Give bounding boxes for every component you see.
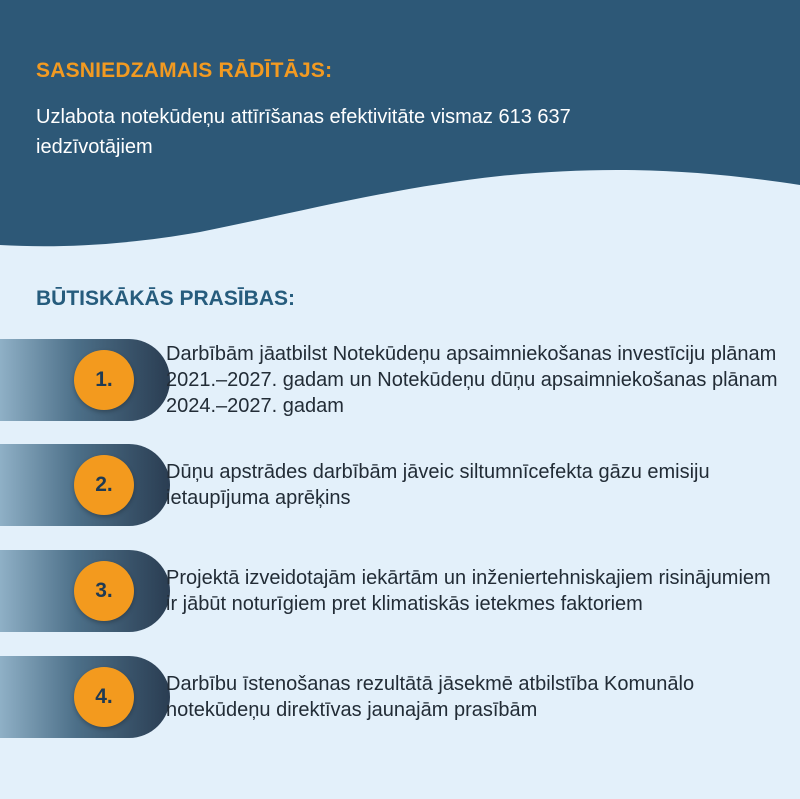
requirement-number-badge: 1. — [74, 350, 134, 410]
requirement-number-badge: 4. — [74, 667, 134, 727]
requirement-text: Darbībām jāatbilst Notekūdeņu apsaimniekošanas investīciju plānam 2021.–2027. gadam un Notekūdeņu dūņu apsaimniekošanas plānam 2024.–2027. gadam — [166, 343, 778, 417]
requirement-text: Dūņu apstrādes darbībām jāveic siltumnīcefekta gāzu emisiju ietaupījuma aprēķins — [166, 461, 710, 509]
requirements-title: BŪTISKĀKĀS PRASĪBAS: — [36, 287, 296, 310]
indicator-text: Uzlabota notekūdeņu attīrīšanas efektivitāte vismaz 613 637 iedzīvotājiem — [36, 106, 571, 158]
requirement-item-4 — [0, 656, 800, 738]
requirement-text: Darbību īstenošanas rezultātā jāsekmē atbilstība Komunālo notekūdeņu direktīvas jaunajām prasībām — [166, 673, 695, 721]
requirement-item-2 — [0, 444, 800, 526]
requirement-number-badge: 2. — [74, 455, 134, 515]
requirement-text: Projektā izveidotajām iekārtām un inženiertehniskajiem risinājumiem ir jābūt noturīgiem pret klimatiskās ietekmes faktoriem — [166, 567, 771, 615]
indicator-title: SASNIEDZAMAIS RĀDĪTĀJS: — [36, 59, 333, 82]
requirement-item-1 — [0, 339, 800, 421]
requirement-item-3 — [0, 550, 800, 632]
requirement-number-badge: 3. — [74, 561, 134, 621]
